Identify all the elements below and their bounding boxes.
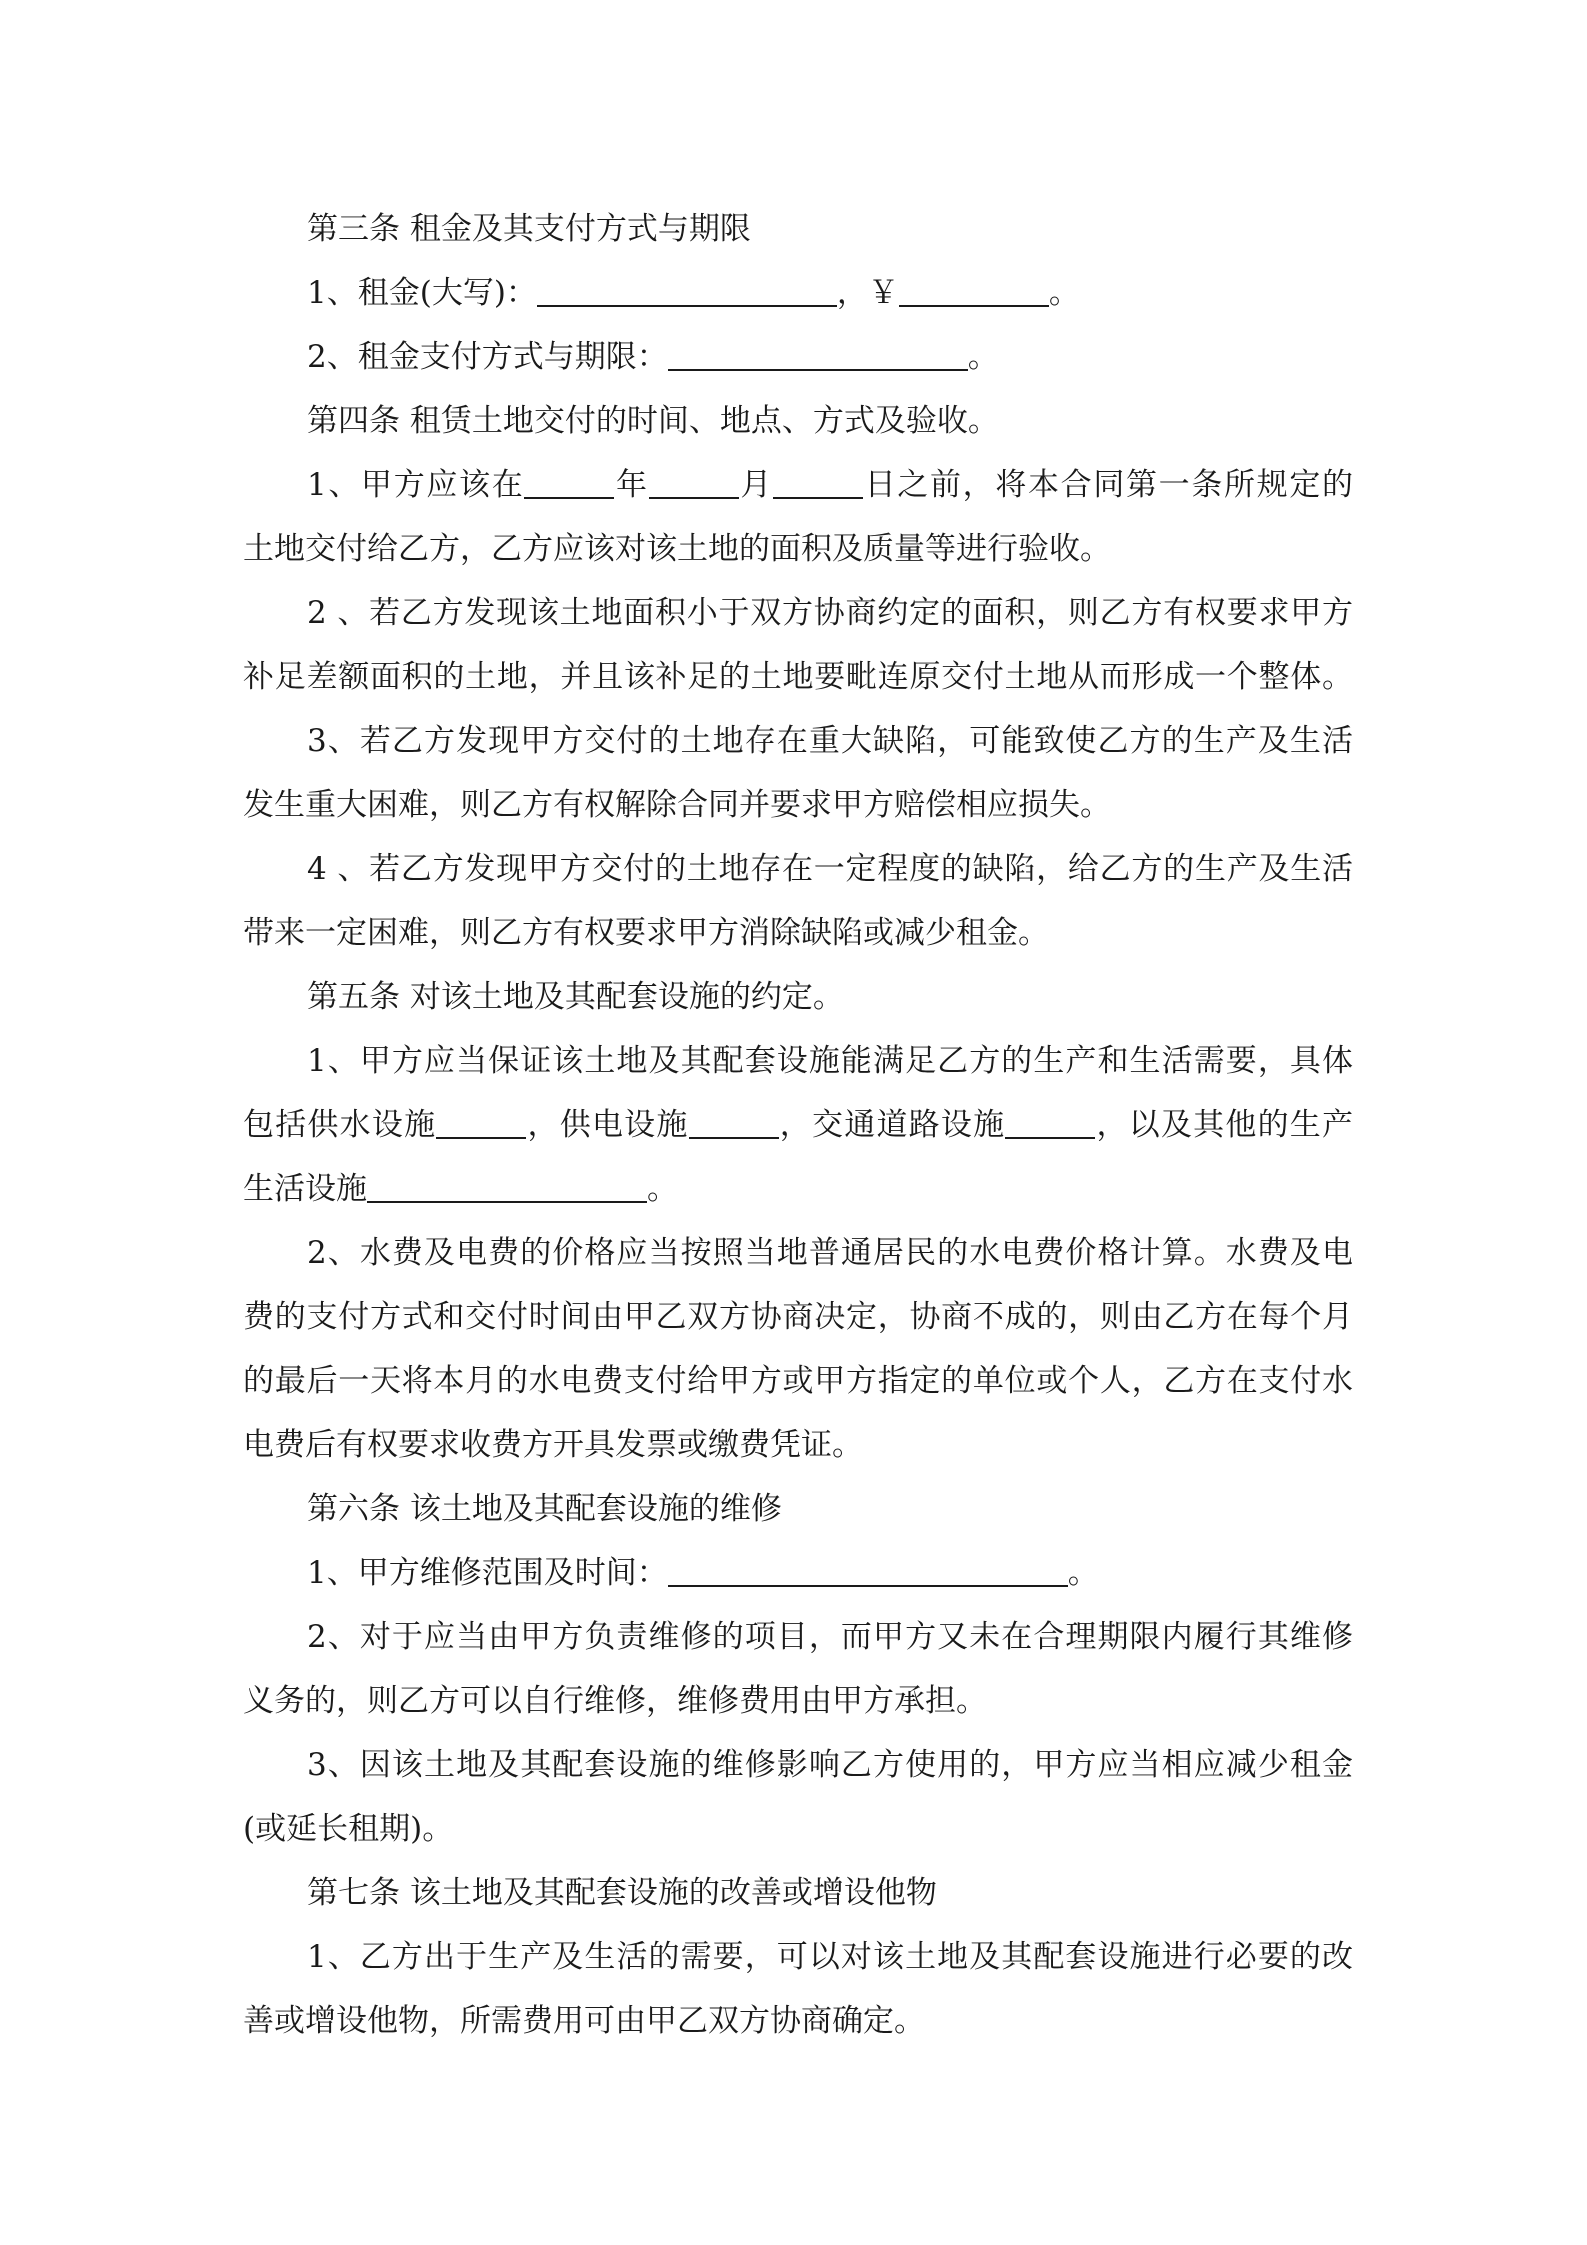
paragraph-line: 土地交付给乙方，乙方应该对该土地的面积及质量等进行验收。	[243, 531, 1111, 567]
article-7-heading: 第七条 该土地及其配套设施的改善或增设他物	[307, 1875, 937, 1911]
article-4-heading: 第四条 租赁土地交付的时间、地点、方式及验收。	[307, 403, 999, 439]
year-blank[interactable]	[524, 467, 614, 499]
day-blank[interactable]	[773, 467, 863, 499]
rent-payment-line: 2、租金支付方式与期限： 。	[307, 339, 999, 375]
rent-amount-blank[interactable]	[537, 275, 837, 307]
power-facility-blank[interactable]	[689, 1107, 779, 1139]
paragraph-line: 发生重大困难，则乙方有权解除合同并要求甲方赔偿相应损失。	[243, 787, 1111, 823]
other-facilities-line: 生活设施 。	[243, 1171, 678, 1207]
delivery-date-line: 1、甲方应该在 年 月 日之前，将本合同第一条所规定的	[307, 467, 1353, 503]
paragraph-line: 善或增设他物，所需费用可由甲乙双方协商确定。	[243, 2003, 925, 2039]
contract-body	[243, 197, 1353, 2053]
paragraph-line: 带来一定困难，则乙方有权要求甲方消除缺陷或减少租金。	[243, 915, 1049, 951]
paragraph-line: 1、乙方出于生产及生活的需要，可以对该土地及其配套设施进行必要的改	[307, 1939, 1353, 1975]
paragraph-line: 3、因该土地及其配套设施的维修影响乙方使用的，甲方应当相应减少租金	[307, 1747, 1353, 1783]
paragraph-line: (或延长租期)。	[243, 1811, 454, 1847]
article-6-heading: 第六条 该土地及其配套设施的维修	[307, 1491, 782, 1527]
paragraph-line: 4 、若乙方发现甲方交付的土地存在一定程度的缺陷，给乙方的生产及生活	[307, 851, 1353, 887]
repair-scope-blank[interactable]	[668, 1555, 1068, 1587]
paragraph-line: 2 、若乙方发现该土地面积小于双方协商约定的面积，则乙方有权要求甲方	[307, 595, 1353, 631]
rent-amount-line: 1、租金(大写)： ，￥ 。	[307, 275, 1080, 311]
road-facility-blank[interactable]	[1005, 1107, 1095, 1139]
paragraph-line: 义务的，则乙方可以自行维修，维修费用由甲方承担。	[243, 1683, 987, 1719]
paragraph-line: 3、若乙方发现甲方交付的土地存在重大缺陷，可能致使乙方的生产及生活	[307, 723, 1353, 759]
article-5-heading: 第五条 对该土地及其配套设施的约定。	[307, 979, 844, 1015]
paragraph-line: 费的支付方式和交付时间由甲乙双方协商决定，协商不成的，则由乙方在每个月	[243, 1299, 1353, 1335]
rent-yuan-blank[interactable]	[899, 275, 1049, 307]
paragraph-line: 补足差额面积的土地，并且该补足的土地要毗连原交付土地从而形成一个整体。	[243, 659, 1353, 695]
water-facility-blank[interactable]	[436, 1107, 526, 1139]
repair-scope-line: 1、甲方维修范围及时间： 。	[307, 1555, 1099, 1591]
facilities-line: 包括供水设施 ，供电设施 ，交通道路设施 ，以及其他的生产	[243, 1107, 1353, 1143]
paragraph-line: 1、甲方应当保证该土地及其配套设施能满足乙方的生产和生活需要，具体	[307, 1043, 1353, 1079]
paragraph-line: 2、对于应当由甲方负责维修的项目，而甲方又未在合理期限内履行其维修	[307, 1619, 1353, 1655]
paragraph-line: 电费后有权要求收费方开具发票或缴费凭证。	[243, 1427, 863, 1463]
article-3-heading: 第三条 租金及其支付方式与期限	[307, 211, 751, 247]
paragraph-line: 的最后一天将本月的水电费支付给甲方或甲方指定的单位或个人，乙方在支付水	[243, 1363, 1353, 1399]
other-facility-blank[interactable]	[367, 1171, 647, 1203]
paragraph-line: 2、水费及电费的价格应当按照当地普通居民的水电费价格计算。水费及电	[307, 1235, 1353, 1271]
payment-terms-blank[interactable]	[668, 339, 968, 371]
month-blank[interactable]	[649, 467, 739, 499]
